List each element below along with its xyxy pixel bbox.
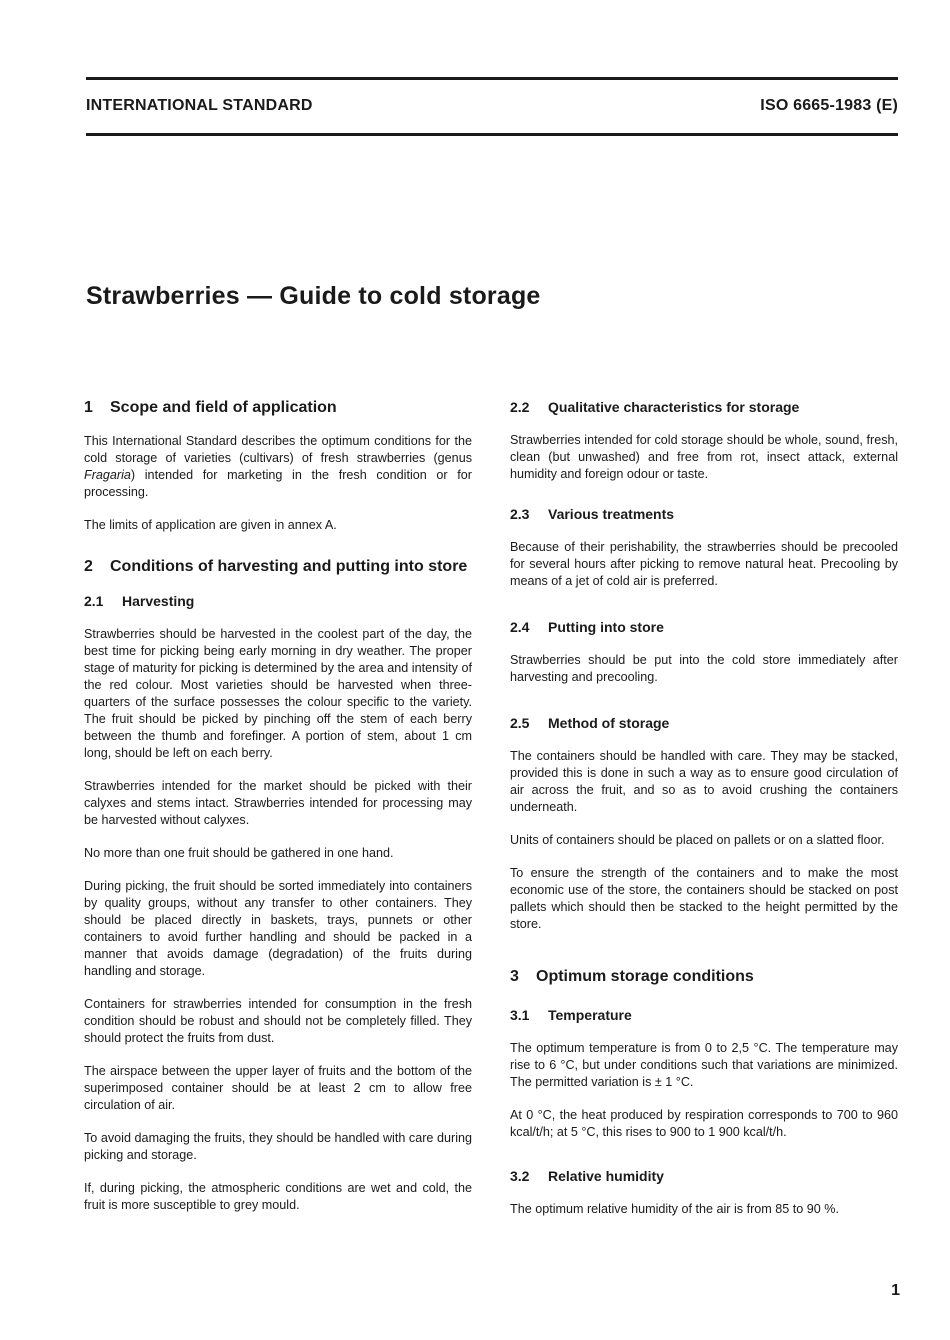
section-1-heading bbox=[84, 398, 472, 417]
paragraph-text: This International Standard describes the optimum conditions for the cold storage of varieties (cultivars) of fresh strawberries (genus bbox=[84, 434, 472, 465]
section-2-5-heading bbox=[510, 714, 898, 732]
header-standard-label: INTERNATIONAL STANDARD bbox=[86, 97, 313, 114]
section-3-1-heading bbox=[510, 1006, 898, 1024]
section-2-1-paragraph: Strawberries should be harvested in the coolest part of the day, the best time for picking being early morning in dry weather. The proper stage of maturity for picking is determined by the area and intensity of the red colour. Most varieties should be harvested when three-quarters of the surface possesses the colour specific to the variety. The fruit should be picked by pinching off the stem of each berry between the thumb and forefinger. A portion of stem, about 1 cm long, should be left on each berry. bbox=[84, 627, 472, 760]
section-2-5-paragraph: The containers should be handled with care. They may be stacked, provided this is done in such a way as to ensure good circulation of air across the fruit, and so as to avoid crushing the containers underneath. bbox=[510, 749, 898, 814]
section-2-1-paragraph: The airspace between the upper layer of fruits and the bottom of the superimposed container should be at least 2 cm to allow free circulation of air. bbox=[84, 1064, 472, 1112]
header-rule-top bbox=[86, 77, 898, 80]
section-title: Method of storage bbox=[548, 715, 670, 731]
section-title: Harvesting bbox=[122, 593, 195, 609]
paragraph-text: ) intended for marketing in the fresh condition or for processing. bbox=[84, 468, 472, 499]
section-number: 3.1 bbox=[510, 1007, 530, 1023]
section-number: 2.1 bbox=[84, 593, 104, 609]
section-number: 2.3 bbox=[510, 506, 530, 522]
section-2-4-heading bbox=[510, 618, 898, 636]
section-2-5-paragraph: Units of containers should be placed on pallets or on a slatted floor. bbox=[510, 833, 885, 847]
section-1-paragraph-2: The limits of application are given in annex A. bbox=[84, 518, 337, 532]
section-title: Temperature bbox=[548, 1007, 632, 1023]
section-title: Scope and field of application bbox=[110, 399, 337, 416]
section-number: 3.2 bbox=[510, 1168, 530, 1184]
section-3-1-paragraph: At 0 °C, the heat produced by respiration corresponds to 700 to 960 kcal/t/h; at 5 °C, this rises to 900 to 1 900 kcal/t/h. bbox=[510, 1108, 898, 1139]
section-number: 3 bbox=[510, 968, 519, 985]
section-3-2-heading bbox=[510, 1167, 898, 1185]
section-2-1-paragraph: To avoid damaging the fruits, they should be handled with care during picking and storage. bbox=[84, 1131, 472, 1162]
section-3-1-paragraph: The optimum temperature is from 0 to 2,5 °C. The temperature may rise to 6 °C, but under conditions such that variations are minimized. The permitted variation is ± 1 °C. bbox=[510, 1041, 898, 1089]
genus-name: Fragaria bbox=[84, 468, 131, 482]
section-2-1-paragraph: Strawberries intended for the market should be picked with their calyxes and stems intact. Strawberries intended for processing may be harvested without calyxes. bbox=[84, 779, 472, 827]
section-2-1-paragraph: During picking, the fruit should be sorted immediately into containers by quality groups, without any transfer to other containers. They should be placed directly in baskets, trays, punnets or other containers to avoid further handling and should be packed in a manner that avoids damage (degradation) of the fruits during handling and storage. bbox=[84, 879, 472, 978]
section-2-3-paragraph: Because of their perishability, the strawberries should be precooled for several hours after picking to remove natural heat. Precooling by means of a jet of cold air is preferred. bbox=[510, 540, 898, 588]
section-number: 2.2 bbox=[510, 399, 530, 415]
section-2-3-heading bbox=[510, 505, 898, 523]
header-rule-bottom bbox=[86, 133, 898, 136]
section-title: Optimum storage conditions bbox=[536, 968, 754, 985]
section-2-1-heading bbox=[84, 592, 472, 610]
section-title: Conditions of harvesting and putting into store bbox=[110, 558, 468, 575]
section-title: Various treatments bbox=[548, 506, 675, 522]
section-number: 2.4 bbox=[510, 619, 530, 635]
section-2-5-paragraph: To ensure the strength of the containers and to make the most economic use of the store, the containers should be stacked on post pallets which should then be stacked to the height permitted by the store. bbox=[510, 866, 898, 931]
page-number: 1 bbox=[891, 1282, 900, 1299]
section-2-1-paragraph: If, during picking, the atmospheric conditions are wet and cold, the fruit is more susceptible to grey mould. bbox=[84, 1181, 472, 1212]
section-number: 1 bbox=[84, 399, 93, 416]
section-1-paragraph-1 bbox=[84, 433, 472, 501]
section-2-2-heading bbox=[510, 398, 898, 416]
left-column bbox=[84, 398, 472, 1214]
section-2-4-paragraph: Strawberries should be put into the cold store immediately after harvesting and precooling. bbox=[510, 653, 898, 684]
section-title: Qualitative characteristics for storage bbox=[548, 399, 800, 415]
section-number: 2 bbox=[84, 558, 93, 575]
section-3-heading bbox=[510, 967, 898, 986]
section-2-2-paragraph: Strawberries intended for cold storage should be whole, sound, fresh, clean (but unwashed) and free from rot, insect attack, external humidity and foreign odour or taste. bbox=[510, 433, 898, 481]
section-number: 2.5 bbox=[510, 715, 530, 731]
section-3-2-paragraph: The optimum relative humidity of the air is from 85 to 90 %. bbox=[510, 1202, 839, 1216]
section-2-heading bbox=[84, 557, 472, 576]
section-title: Putting into store bbox=[548, 619, 664, 635]
document-title: Strawberries — Guide to cold storage bbox=[86, 282, 541, 310]
section-title: Relative humidity bbox=[548, 1168, 664, 1184]
section-2-1-paragraph: No more than one fruit should be gathered in one hand. bbox=[84, 846, 394, 860]
section-2-1-paragraph: Containers for strawberries intended for consumption in the fresh condition should be robust and should not be completely filled. They should protect the fruits from dust. bbox=[84, 997, 472, 1045]
right-column bbox=[510, 398, 898, 1218]
header-standard-number: ISO 6665-1983 (E) bbox=[760, 97, 898, 114]
